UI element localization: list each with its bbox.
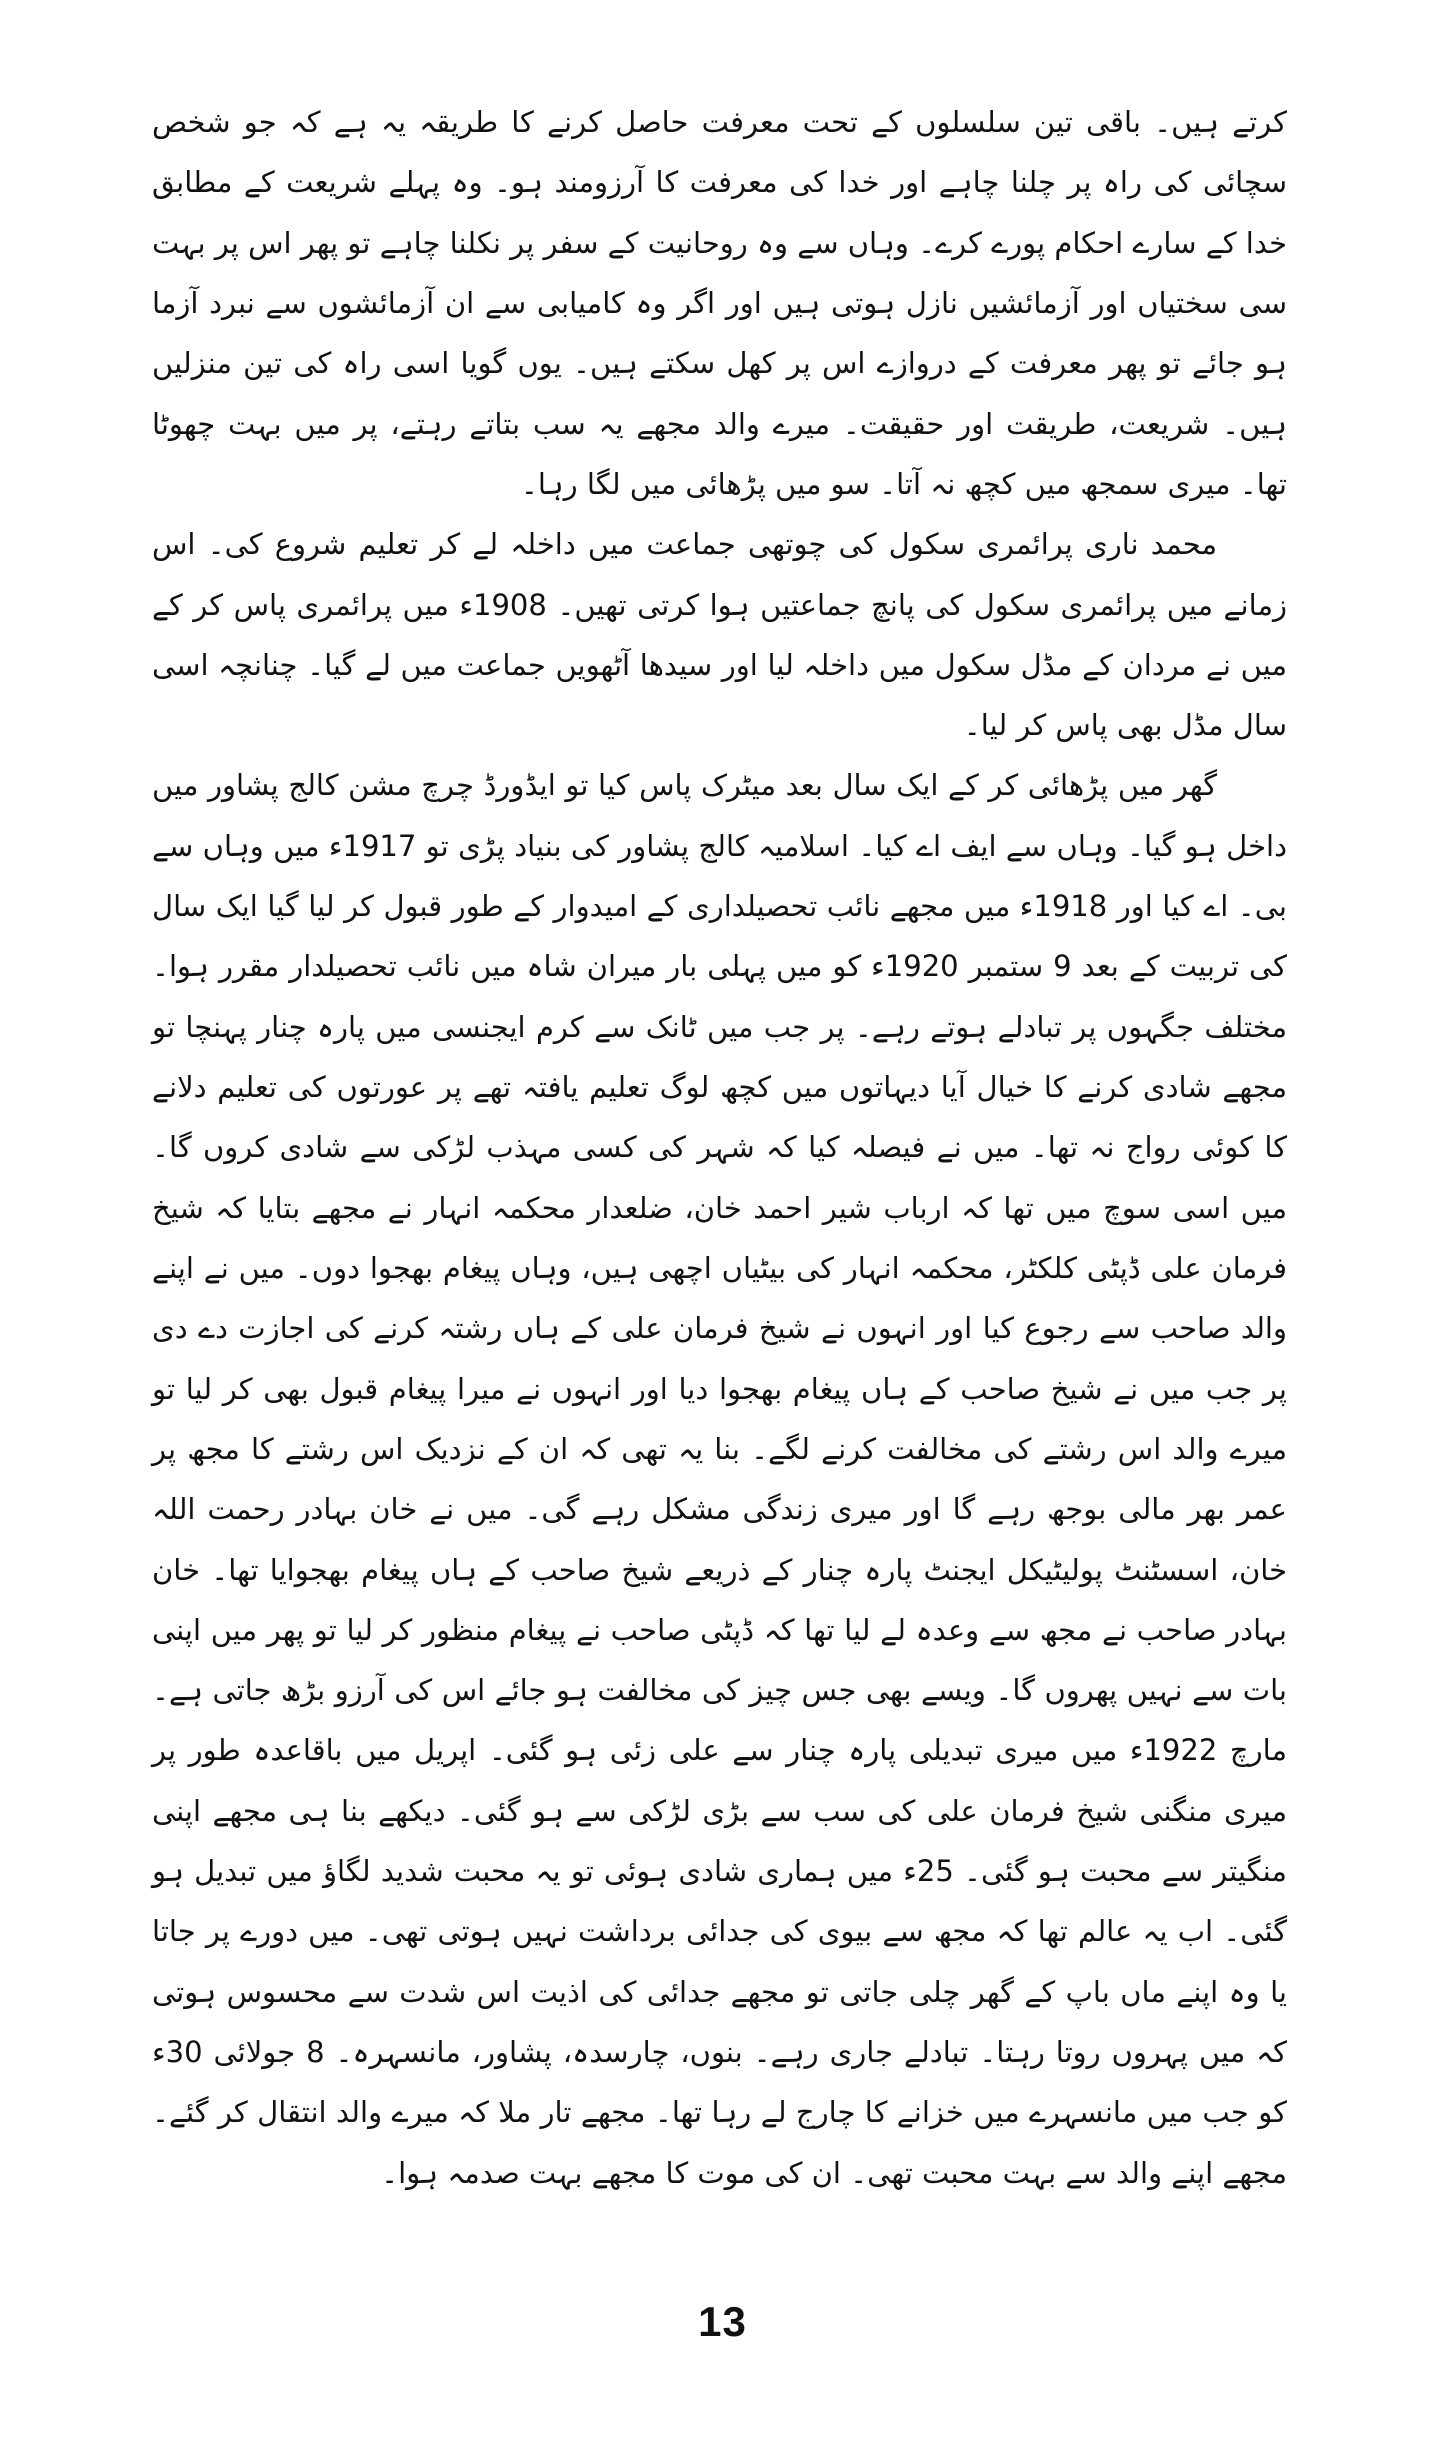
paragraph-1: کرتے ہیں۔ باقی تین سلسلوں کے تحت معرفت حاصل کرنے کا طریقہ یہ ہے کہ جو شخص سچائی کی راہ پر چلنا چاہے اور خدا کی معرفت کا آرزومند ہو۔ وہ پہلے شریعت کے مطابق خدا کے سارے احکام پورے کرے۔ وہاں سے وہ روحانیت کے سفر پر نکلنا چاہے تو پھر اس پر بہت سی سختیاں اور آزمائشیں نازل ہوتی ہیں اور اگر وہ کامیابی سے ان آزمائشوں سے نبرد آزما ہو جائے تو پھر معرفت کے دروازے اس پر کھل سکتے ہیں۔ یوں گویا اسی راہ کی تین منزلیں ہیں۔ شریعت، طریقت اور حقیقت۔ میرے والد مجھے یہ سب بتاتے رہتے، پر میں بہت چھوٹا تھا۔ میری سمجھ میں کچھ نہ آتا۔ سو میں پڑھائی میں لگا رہا۔ [152,105,1287,501]
page-body [152,92,1287,2203]
paragraph-3: گھر میں پڑھائی کر کے ایک سال بعد میٹرک پاس کیا تو ایڈورڈ چرچ مشن کالج پشاور میں داخل ہو گیا۔ وہاں سے ایف اے کیا۔ اسلامیہ کالج پشاور کی بنیاد پڑی تو 1917ء میں وہاں سے بی۔ اے کیا اور 1918ء میں مجھے نائب تحصیلداری کے امیدوار کے طور قبول کر لیا گیا ایک سال کی تربیت کے بعد 9 ستمبر 1920ء کو میں پہلی بار میران شاہ میں نائب تحصیلدار مقرر ہوا۔ مختلف جگہوں پر تبادلے ہوتے رہے۔ پر جب میں ٹانک سے کرم ایجنسی میں پارہ چنار پہنچا تو مجھے شادی کرنے کا خیال آیا دیہاتوں میں کچھ لوگ تعلیم یافتہ تھے پر عورتوں کی تعلیم دلانے کا کوئی رواج نہ تھا۔ میں نے فیصلہ کیا کہ شہر کی کسی مہذب لڑکی سے شادی کروں گا۔ میں اسی سوچ میں تھا کہ ارباب شیر احمد خان، ضلعدار محکمہ انہار نے مجھے بتایا کہ شیخ فرمان علی ڈپٹی کلکٹر، محکمہ انہار کی بیٹیاں اچھی ہیں، وہاں پیغام بھجوا دوں۔ میں نے اپنے والد صاحب سے رجوع کیا اور انہوں نے شیخ فرمان علی کے ہاں رشتہ کرنے کی اجازت دے دی پر جب میں نے شیخ صاحب کے ہاں پیغام بھجوا دیا اور انہوں نے میرا پیغام قبول بھی کر لیا تو میرے والد اس رشتے کی مخالفت کرنے لگے۔ بنا یہ تھی کہ ان کے نزدیک اس رشتے کا مجھ پر عمر بھر مالی بوجھ رہے گا اور میری زندگی مشکل رہے گی۔ میں نے خان بہادر رحمت اللہ خان، اسسٹنٹ پولیٹیکل ایجنٹ پارہ چنار کے ذریعے شیخ صاحب کے ہاں پیغام بھجوایا تھا۔ خان بہادر صاحب نے مجھ سے وعدہ لے لیا تھا کہ ڈپٹی صاحب نے پیغام منظور کر لیا تو پھر میں اپنی بات سے نہیں پھروں گا۔ ویسے بھی جس چیز کی مخالفت ہو جائے اس کی آرزو بڑھ جاتی ہے۔ مارچ 1922ء میں میری تبدیلی پارہ چنار سے علی زئی ہو گئی۔ اپریل میں باقاعدہ طور پر میری منگنی شیخ فرمان علی کی سب سے بڑی لڑکی سے ہو گئی۔ دیکھے بنا ہی مجھے اپنی منگیتر سے محبت ہو گئی۔ 25ء میں ہماری شادی ہوئی تو یہ محبت شدید لگاؤ میں تبدیل ہو گئی۔ اب یہ عالم تھا کہ مجھ سے بیوی کی جدائی برداشت نہیں ہوتی تھی۔ میں دورے پر جاتا یا وہ اپنے ماں باپ کے گھر چلی جاتی تو مجھے جدائی کی اذیت اس شدت سے محسوس ہوتی کہ میں پہروں روتا رہتا۔ تبادلے جاری رہے۔ بنوں، چارسدہ، پشاور، مانسہرہ۔ 8 جولائی 30ء کو جب میں مانسہرے میں خزانے کا چارج لے رہا تھا۔ مجھے تار ملا کہ میرے والد انتقال کر گئے۔ مجھے اپنے والد سے بہت محبت تھی۔ ان کی موت کا مجھے بہت صدمہ ہوا۔ [152,768,1287,2190]
page-number: 13 [698,2298,747,2345]
paragraph-2: محمد ناری پرائمری سکول کی چوتھی جماعت میں داخلہ لے کر تعلیم شروع کی۔ اس زمانے میں پرائمری سکول کی پانچ جماعتیں ہوا کرتی تھیں۔ 1908ء میں پرائمری پاس کر کے میں نے مردان کے مڈل سکول میں داخلہ لیا اور سیدھا آٹھویں جماعت میں لے گیا۔ چنانچہ اسی سال مڈل بھی پاس کر لیا۔ [152,527,1287,743]
